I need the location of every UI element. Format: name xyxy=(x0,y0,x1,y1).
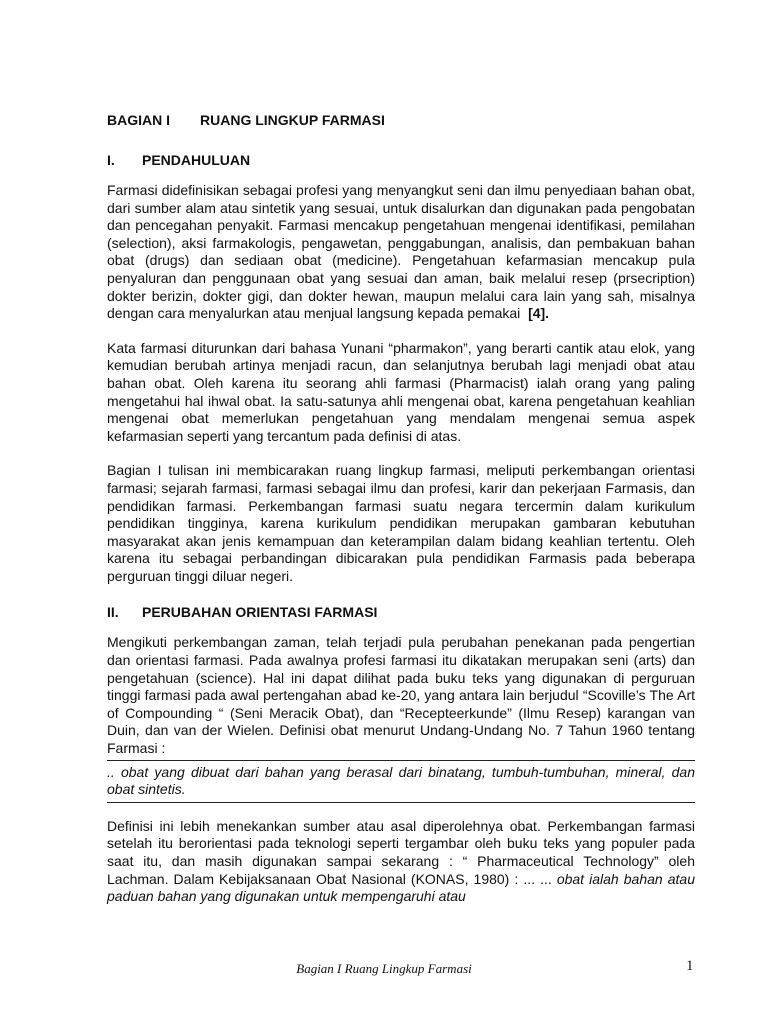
section-heading-2 xyxy=(107,604,695,621)
page-number: 1 xyxy=(686,958,694,974)
part-title: RUANG LINGKUP FARMASI xyxy=(200,112,385,128)
paragraph-technology xyxy=(107,818,695,906)
section-number-2: II. xyxy=(107,604,119,621)
paragraph-orientation: Mengikuti perkembangan zaman, telah terjadi pula perubahan penekanan pada pengertian dan orientasi farmasi. Pada awalnya profesi farmasi itu dikatakan merupakan seni (arts) dan pengetahuan (science). Hal ini dapat dilihat pada buku teks yang digunakan di perguruan tinggi farmasi pada awal pertengahan abad ke-20, yang antara lain berjudul “Scoville’s The Art of Compounding “ (Seni Meracik Obat), dan “Recepteerkunde” (Ilmu Resep) karangan van Duin, dan van der Wielen. Definisi obat menurut Undang-Undang No. 7 Tahun 1960 tentang Farmasi : xyxy=(107,634,695,757)
section-title-2: PERUBAHAN ORIENTASI FARMASI xyxy=(142,604,378,621)
paragraph-technology-text: Definisi ini lebih menekankan sumber atau asal diperolehnya obat. Perkembangan farmasi setelah itu berorientasi pada teknologi seperti tergambar oleh buku teks yang populer pada saat itu, dan masih digunakan sampai sekarang : “ Pharmaceutical Technology” oleh Lachman. Dalam Kebijaksanaan Obat Nasional (KONAS, 1980) : ... ... xyxy=(107,817,695,887)
page-content xyxy=(107,112,695,906)
section-heading-1 xyxy=(107,152,695,169)
quote-definition: .. obat yang dibuat dari bahan yang berasal dari binatang, tumbuh-tumbuhan, mineral, dan obat sintetis. xyxy=(107,763,695,798)
part-number: BAGIAN I xyxy=(107,112,170,128)
paragraph-technology-italic: obat ialah bahan atau paduan bahan yang digunakan untuk mempengaruhi atau xyxy=(107,870,695,905)
part-heading xyxy=(107,112,695,129)
citation-ref: [4]. xyxy=(528,305,550,322)
paragraph-etymology: Kata farmasi diturunkan dari bahasa Yunani “pharmakon”, yang berarti cantik atau elok, yang kemudian berubah artinya menjadi racun, dan selanjutnya berubah lagi menjadi obat atau bahan obat. Oleh karena itu seorang ahli farmasi (Pharmacist) ialah orang yang paling mengetahui hal ihwal obat. Ia satu-satunya ahli mengenai obat, karena pengetahuan keahlian mengenai obat memerlukan pengetahuan yang mendalam mengenai semua aspek kefarmasian seperti yang tercantum pada definisi di atas. xyxy=(107,339,695,444)
section-title-1: PENDAHULUAN xyxy=(142,152,251,168)
paragraph-scope: Bagian I tulisan ini membicarakan ruang lingkup farmasi, meliputi perkembangan orientasi farmasi; sejarah farmasi, farmasi sebagai ilmu dan profesi, karir dan pekerjaan Farmasis, dan pendidikan farmasi. Perkembangan farmasi suatu negara tercermin dalam kurikulum pendidikan tingginya, karena kurikulum pendidikan merupakan gambaran kebutuhan masyarakat akan jenis kemampuan dan keterampilan dalam bidang keahlian tertentu. Oleh karena itu sebagai perbandingan dibicarakan pula pendidikan Farmasis pada beberapa perguruan tinggi diluar negeri. xyxy=(107,462,695,584)
paragraph-definition xyxy=(107,182,695,323)
footer-title: Bagian I Ruang Lingkup Farmasi xyxy=(296,961,472,976)
paragraph-definition-text: Farmasi didefinisikan sebagai profesi yang menyangkut seni dan ilmu penyediaan bahan obat, dari sumber alam atau sintetik yang sesuai, untuk disalurkan dan digunakan pada pengobatan dan pencegahan penyakit. Farmasi mencakup pengetahuan mengenai identifikasi, pemilahan (selection), aksi farmakologis, pengawetan, penggabungan, analisis, dan pembakuan bahan obat (drugs) dan sediaan obat (medicine). Pengetahuan kefarmasian mencakup pula penyaluran dan penggunaan obat yang sesuai dan aman, baik melalui resep (prsecription) dokter berizin, dokter gigi, dan dokter hewan, maupun melalui cara lain yang sah, misalnya dengan cara menyalurkan atau menjual langsung kepada pemakai xyxy=(107,182,695,322)
section-number-1: I. xyxy=(107,152,115,168)
